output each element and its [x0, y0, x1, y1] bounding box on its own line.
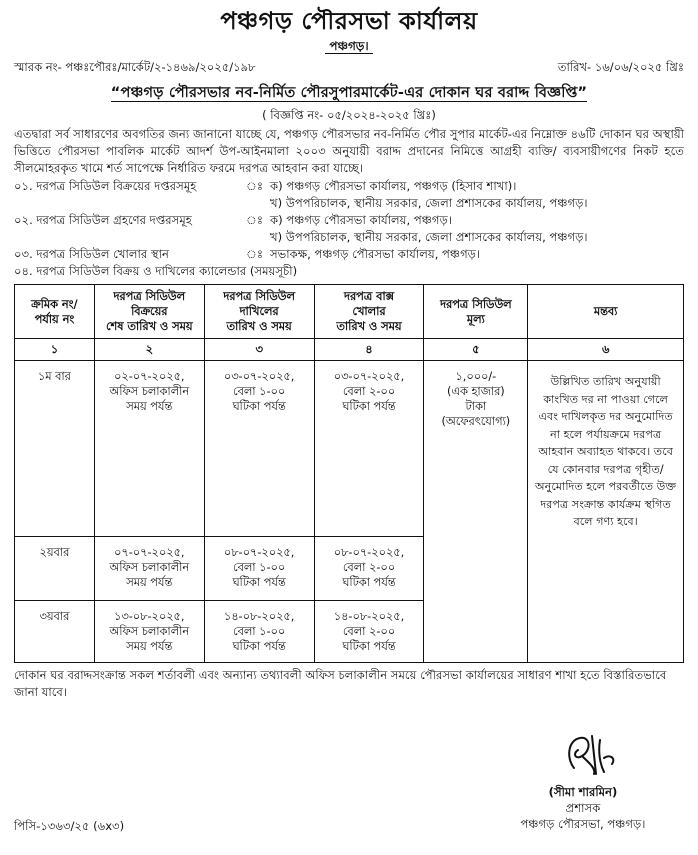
- row-sale: ১৩-০৮-২০২৫, অফিস চলাকালীন সময় পর্যন্ত: [94, 601, 204, 663]
- col-number: ১: [15, 339, 95, 361]
- item-3: [14, 246, 684, 263]
- row-phase: ২য়বার: [15, 537, 95, 601]
- office-place-text: পঞ্চগড়।: [325, 39, 372, 54]
- table-number-row: [15, 339, 684, 361]
- row-phase: ১ম বার: [15, 361, 95, 537]
- item-1-value-a: ক) পঞ্চগড় পৌরসভা কার্যালয়, পঞ্চগড় (হিসাব শাখা)।: [270, 179, 517, 193]
- notice-body: এতদ্বারা সর্ব সাধারণের অবগতির জন্য জানানো যাচ্ছে যে, পঞ্চগড় পৌরসভার নব-নির্মিত পৌর সুপার মার্কেট-এর নিম্নোক্ত ৪৬টি দোকান ঘর অস্থায়ী ভিত্তিতে পৌরসভা পাবলিক মার্কেট আদর্শ উপ-আইনমালা ২০০৩ অনুযায়ী বরাদ্দ প্রদানের নিমিত্তে আগ্রহী ব্যক্তি/ ব্যবসায়ীগণের নিকট হতে সীলমোহরকৃত খামে শর্ত সাপেক্ষে নির্ধারিত ফরমে দরপত্র আহবান করা যাচ্ছে।: [14, 127, 684, 175]
- item-colon: ঃ: [246, 247, 264, 261]
- row-open: ০৮-০৭-২০২৫, বেলা ২-০০ ঘটিকা পর্যন্ত: [314, 537, 424, 601]
- row-sale: ০৭-০৭-২০২৫, অফিস চলাকালীন সময় পর্যন্ত: [94, 537, 204, 601]
- remarks-cell: উল্লিখিত তারিখ অনুযায়ী কাংখিত দর না পাওয়া গেলে এবং দাখিলকৃত দর অনুমোদিত না হলে পর্যায়ক্রমে দরপত্র আহবান অব্যাহত থাকবে। তবে যে কোনবার দরপত্র গৃহীত/ অনুমোদিত হলে পরবর্তীতে উক্ত দরপত্র সংক্রান্ত কার্যক্রম স্থগিত বলে গণ্য হবে।: [528, 361, 684, 663]
- item-2-sub: [14, 229, 684, 246]
- signer-name: (সীমা শারমিন): [548, 785, 618, 799]
- table-row: [15, 361, 684, 537]
- header-price: দরপত্র সিডিউল মূল্য: [424, 285, 528, 339]
- schedule-items: [14, 178, 684, 280]
- col-number: ৫: [424, 339, 528, 361]
- item-2: [14, 212, 684, 229]
- reference-line: [14, 58, 684, 76]
- memo-date: তারিখ- ১৬/০৬/২০২৫ খ্রিঃ: [557, 60, 684, 74]
- notice-number: ( বিজ্ঞপ্তি নং- ০৫/২০২৪-২০২৫ খ্রিঃ): [262, 108, 436, 122]
- row-submit: ০৮-০৭-২০২৫, বেলা ১-০০ ঘটিকা পর্যন্ত: [204, 537, 314, 601]
- table-header-row: [15, 285, 684, 339]
- pc-number: পিসি-১৩৬৩/২৫ (৬x৩): [14, 819, 125, 833]
- office-place: [14, 38, 684, 54]
- signature-block: [498, 728, 668, 832]
- notice-headline: [14, 82, 684, 104]
- item-4: [14, 263, 684, 280]
- row-submit: ০৩-০৭-২০২৫, বেলা ১-০০ ঘটিকা পর্যন্ত: [204, 361, 314, 537]
- header-phase: ক্রমিক নং/ পর্যায় নং: [15, 285, 95, 339]
- item-3-value: সভাকক্ষ, পঞ্চগড় পৌরসভা কার্যালয়, পঞ্চগড়।: [270, 247, 481, 261]
- row-open: ১৪-০৮-২০২৫, বেলা ২-০০ ঘটিকা পর্যন্ত: [314, 601, 424, 663]
- notice-headline-text: “পঞ্চগড় পৌরসভার নব-নির্মিত পৌরসুপারমার্কেট-এর দোকান ঘর বরাদ্দ বিজ্ঞপ্তি”: [110, 85, 588, 101]
- schedule-table: [14, 284, 684, 663]
- row-submit: ১৪-০৮-২০২৫, বেলা ১-০০ ঘটিকা পর্যন্ত: [204, 601, 314, 663]
- row-open: ০৩-০৭-২০২৫, বেলা ২-০০ ঘটিকা পর্যন্ত: [314, 361, 424, 537]
- signer-title: প্রশাসক: [565, 801, 601, 815]
- footer-note: দোকান ঘর বরাদ্দসংক্রান্ত সকল শর্তাবলী এবং অন্যান্য তথ্যাবলী অফিস চলাকালীন সময়ে পৌরসভা কার্যালয়ের সাধারণ শাখা হতে বিস্তারিতভাবে জানা যাবে।: [14, 668, 667, 699]
- price-cell: ১,০০০/- (এক হাজার) টাকা (অফেরৎযোগ্য): [424, 361, 528, 663]
- item-1: [14, 178, 684, 195]
- col-number: ৬: [528, 339, 684, 361]
- col-number: ৪: [314, 339, 424, 361]
- item-2-value-b: খ) উপপরিচালক, স্থানীয় সরকার, জেলা প্রশাসকের কার্যালয়, পঞ্চগড়।: [270, 230, 588, 244]
- item-4-label: ০৪. দরপত্র সিডিউল বিক্রয় ও দাখিলের ক্যালেন্ডার (সময়সূচী): [14, 264, 298, 278]
- col-number: ২: [94, 339, 204, 361]
- header-open: দরপত্র বাক্স খোলার তারিখ ও সময়: [314, 285, 424, 339]
- header-sale: দরপত্র সিডিউল বিক্রয়ের শেষ তারিখ ও সময়: [94, 285, 204, 339]
- header-submit: দরপত্র সিডিউল দাখিলের তারিখ ও সময়: [204, 285, 314, 339]
- item-colon: ঃ: [246, 179, 264, 193]
- item-colon: ঃ: [246, 213, 264, 227]
- signer-office: পঞ্চগড় পৌরসভা, পঞ্চগড়।: [520, 817, 646, 831]
- item-3-label: ০৩. দরপত্র সিডিউল খোলার স্থান: [14, 247, 169, 261]
- row-sale: ০২-০৭-২০২৫, অফিস চলাকালীন সময় পর্যন্ত: [94, 361, 204, 537]
- col-number: ৩: [204, 339, 314, 361]
- row-phase: ৩য়বার: [15, 601, 95, 663]
- header-remarks: মন্তব্য: [528, 285, 684, 339]
- memo-number: স্মারক নং- পঞ্চঃপৌরঃ/মার্কেট/২-১৪৬৯/২০২৫/১৯৮: [14, 60, 256, 74]
- item-1-value-b: খ) উপপরিচালক, স্থানীয় সরকার, জেলা প্রশাসকের কার্যালয়, পঞ্চগড়।: [270, 196, 588, 210]
- office-title: পঞ্চগড় পৌরসভা কার্যালয়: [220, 7, 478, 35]
- item-2-label: ০২. দরপত্র সিডিউল গ্রহণের দপ্তরসমূহ: [14, 213, 192, 227]
- item-1-sub: [14, 195, 684, 212]
- signature-icon: [552, 728, 632, 780]
- item-1-label: ০১. দরপত্র সিডিউল বিক্রয়ের দপ্তরসমূহ: [14, 179, 197, 193]
- item-2-value-a: ক) পঞ্চগড় পৌরসভা কার্যালয়, পঞ্চগড়।: [270, 213, 452, 227]
